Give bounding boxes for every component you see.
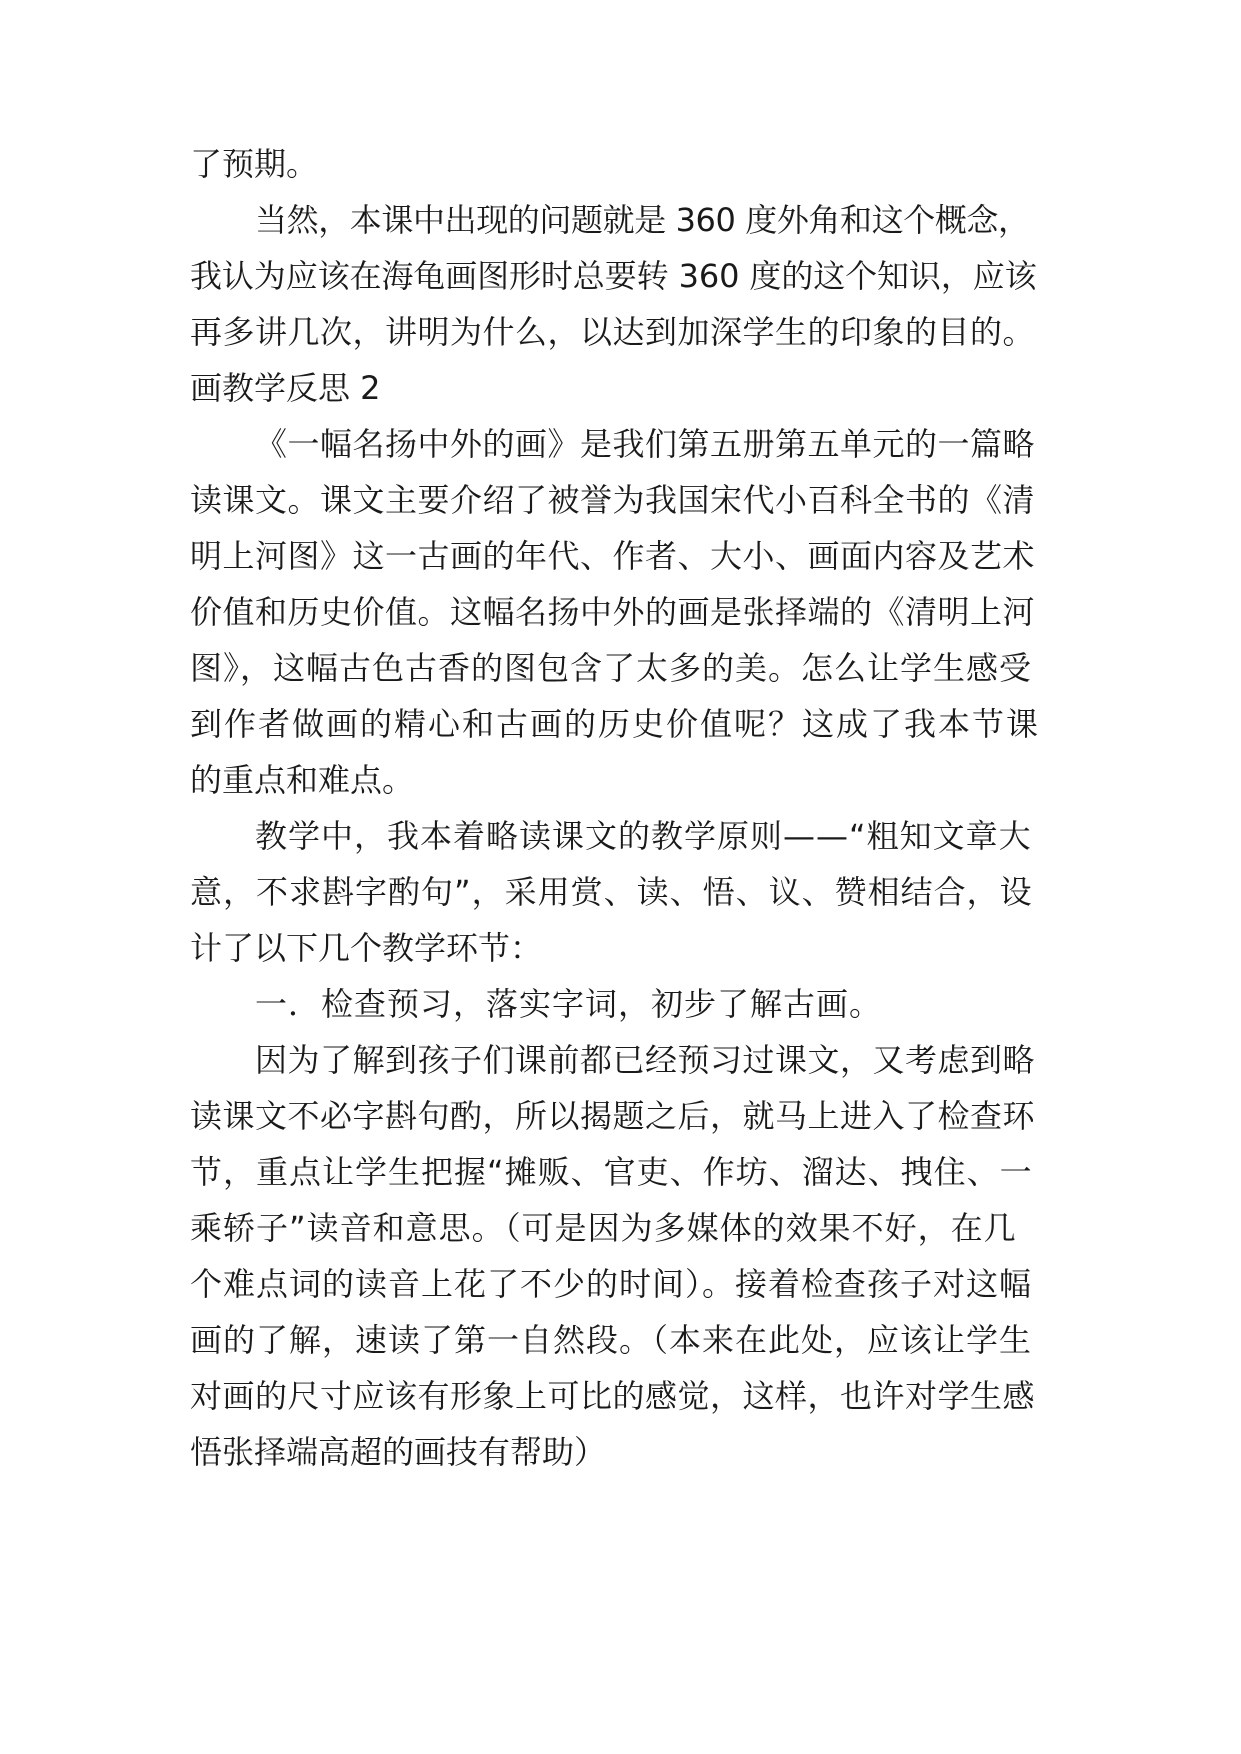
- text-line: 的重点和难点。: [190, 761, 415, 799]
- text-line: 《一幅名扬中外的画》是我们第五册第五单元的一篇略: [255, 425, 1036, 463]
- text-line: 读课文不必字斟句酌，所以揭题之后，就马上进入了检查环: [190, 1097, 1036, 1135]
- text-line: 再多讲几次，讲明为什么，以达到加深学生的印象的目的。: [190, 313, 1036, 351]
- text-line: 教学中，我本着略读课文的教学原则——“粗知文章大: [255, 817, 1032, 855]
- text-line: 个难点词的读音上花了不少的时间）。接着检查孩子对这幅: [190, 1265, 1033, 1303]
- text-line: 当然，本课中出现的问题就是 360 度外角和这个概念，: [255, 201, 1030, 239]
- text-line: 计了以下几个教学环节：: [190, 929, 543, 967]
- text-line: 到作者做画的精心和古画的历史价值呢？这成了我本节课: [190, 705, 1041, 743]
- text-line: 对画的尺寸应该有形象上可比的感觉，这样，也许对学生感: [190, 1377, 1036, 1415]
- text-line: 图》，这幅古色古香的图包含了太多的美。怎么让学生感受: [190, 649, 1033, 687]
- text-line: 价值和历史价值。这幅名扬中外的画是张择端的《清明上河: [190, 593, 1036, 631]
- text-line: 我认为应该在海龟画图形时总要转 360 度的这个知识，应该: [190, 257, 1037, 295]
- text-line: 节，重点让学生把握“摊贩、官吏、作坊、溜达、拽住、一: [190, 1153, 1033, 1191]
- section-heading: 画教学反思 2: [190, 369, 381, 407]
- text-line: 明上河图》这一古画的年代、作者、大小、画面内容及艺术: [190, 537, 1036, 575]
- text-line: 一．检查预习，落实字词，初步了解古画。: [255, 985, 883, 1023]
- text-line: 了预期。: [190, 145, 319, 183]
- text-line: 悟张择端高超的画技有帮助）: [190, 1433, 607, 1471]
- text-line: 因为了解到孩子们课前都已经预习过课文，又考虑到略: [255, 1041, 1036, 1079]
- text-line: 画的了解，速读了第一自然段。（本来在此处，应该让学生: [190, 1321, 1033, 1359]
- text-line: 意，不求斟字酌句”，采用赏、读、悟、议、赞相结合，设: [190, 873, 1033, 911]
- text-line: 乘轿子”读音和意思。（可是因为多媒体的效果不好，在几: [190, 1209, 1017, 1247]
- text-line: 读课文。课文主要介绍了被誉为我国宋代小百科全书的《清: [190, 481, 1036, 519]
